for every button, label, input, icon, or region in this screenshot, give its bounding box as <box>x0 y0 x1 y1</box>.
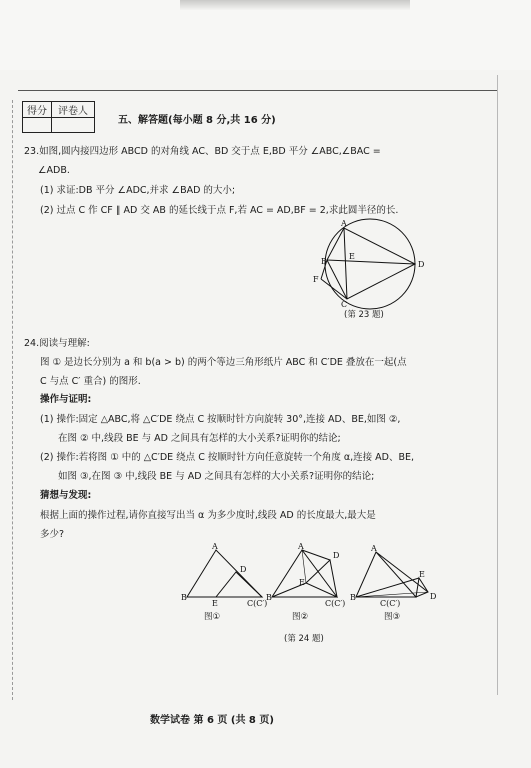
q24-figure-2 <box>266 542 345 608</box>
fig3-label-a: A <box>371 544 377 553</box>
q24-figure-3 <box>350 544 436 608</box>
q23-part2: (2) 过点 C 作 CF ∥ AD 交 AB 的延长线于点 F,若 AC = AD,BF = 2,求此圆半径的长. <box>40 205 399 216</box>
q23-label-c: C <box>341 300 348 309</box>
q23-figure-caption: (第 23 题) <box>344 310 384 320</box>
fig3-label-c: C(C′) <box>380 599 401 608</box>
fig2-triangle-abc <box>272 550 340 597</box>
q24-op2-line2: 如图 ③,在图 ③ 中,线段 BE 与 AD 之间具有怎样的大小关系?证明你的结论; <box>58 471 375 482</box>
q24-figure-1 <box>181 542 267 608</box>
fig3-caption: 图③ <box>384 612 401 622</box>
q23-label-f: F <box>313 275 319 284</box>
q24-title: 24.阅读与理解: <box>24 338 90 349</box>
score-header: 得分 <box>23 102 52 118</box>
q24-op1-line1: (1) 操作:固定 △ABC,将 △C′DE 绕点 C 按顺时针方向旋转 30°,连接 AD、BE,如图 ②, <box>40 414 401 425</box>
q24-intro-line1: 图 ① 是边长分别为 a 和 b(a > b) 的两个等边三角形纸片 ABC 和 C′DE 叠放在一起(点 <box>40 357 407 368</box>
q24-intro-line2: C 与点 C′ 重合) 的图形. <box>40 376 141 387</box>
fig1-label-b: B <box>181 593 187 602</box>
fig2-label-c: C(C′) <box>325 599 346 608</box>
fig2-caption: 图② <box>292 612 309 622</box>
q23-stem-line2: ∠ADB. <box>38 165 70 176</box>
q23-label-e: E <box>349 252 355 261</box>
fig2-label-b: B <box>266 593 272 602</box>
fig3-triangle-abc <box>356 552 416 597</box>
fig2-label-d: D <box>333 551 340 560</box>
fig2-label-a: A <box>298 542 304 551</box>
fig3-label-e: E <box>419 570 425 579</box>
q24-op2-line1: (2) 操作:若将图 ① 中的 △C′DE 绕点 C 按顺时针方向任意旋转一个角度 α,连接 AD、BE, <box>40 452 415 463</box>
fig1-label-a: A <box>212 542 218 551</box>
q23-label-a: A <box>341 219 347 228</box>
q23-label-b: B <box>321 257 327 266</box>
fig1-label-d: D <box>240 565 247 574</box>
fig1-caption: 图① <box>204 612 221 622</box>
page-footer: 数学试卷 第 6 页 (共 8 页) <box>150 715 274 726</box>
q23-stem-line1: 23.如图,圆内接四边形 ABCD 的对角线 AC、BD 交于点 E,BD 平分 ∠ABC,∠BAC = <box>24 146 381 157</box>
fig3-label-b: B <box>350 593 356 602</box>
fig1-triangle-abc <box>187 550 262 597</box>
q23-label-d: D <box>418 260 425 269</box>
q24-guess-line1: 根据上面的操作过程,请你直接写出当 α 为多少度时,线段 AD 的长度最大,最大是 <box>40 510 376 521</box>
q24-ops-title: 操作与证明: <box>40 394 92 405</box>
fig1-label-c: C(C′) <box>247 599 268 608</box>
q24-guess-line2: 多少? <box>40 529 65 540</box>
q24-figure-caption: (第 24 题) <box>284 634 324 644</box>
q24-op1-line2: 在图 ② 中,线段 BE 与 AD 之间具有怎样的大小关系?证明你的结论; <box>58 433 341 444</box>
fig1-label-e: E <box>212 599 218 608</box>
grader-header: 评卷人 <box>52 102 95 118</box>
q23-part1: (1) 求证:DB 平分 ∠ADC,并求 ∠BAD 的大小; <box>40 185 236 196</box>
section-title: 五、解答题(每小题 8 分,共 16 分) <box>118 115 276 126</box>
fig3-label-d: D <box>430 592 437 601</box>
fig3-segment-be <box>356 578 419 597</box>
fig2-label-e: E <box>299 578 305 587</box>
q24-guess-title: 猜想与发现: <box>40 490 92 501</box>
fig1-triangle-cde <box>216 572 262 597</box>
